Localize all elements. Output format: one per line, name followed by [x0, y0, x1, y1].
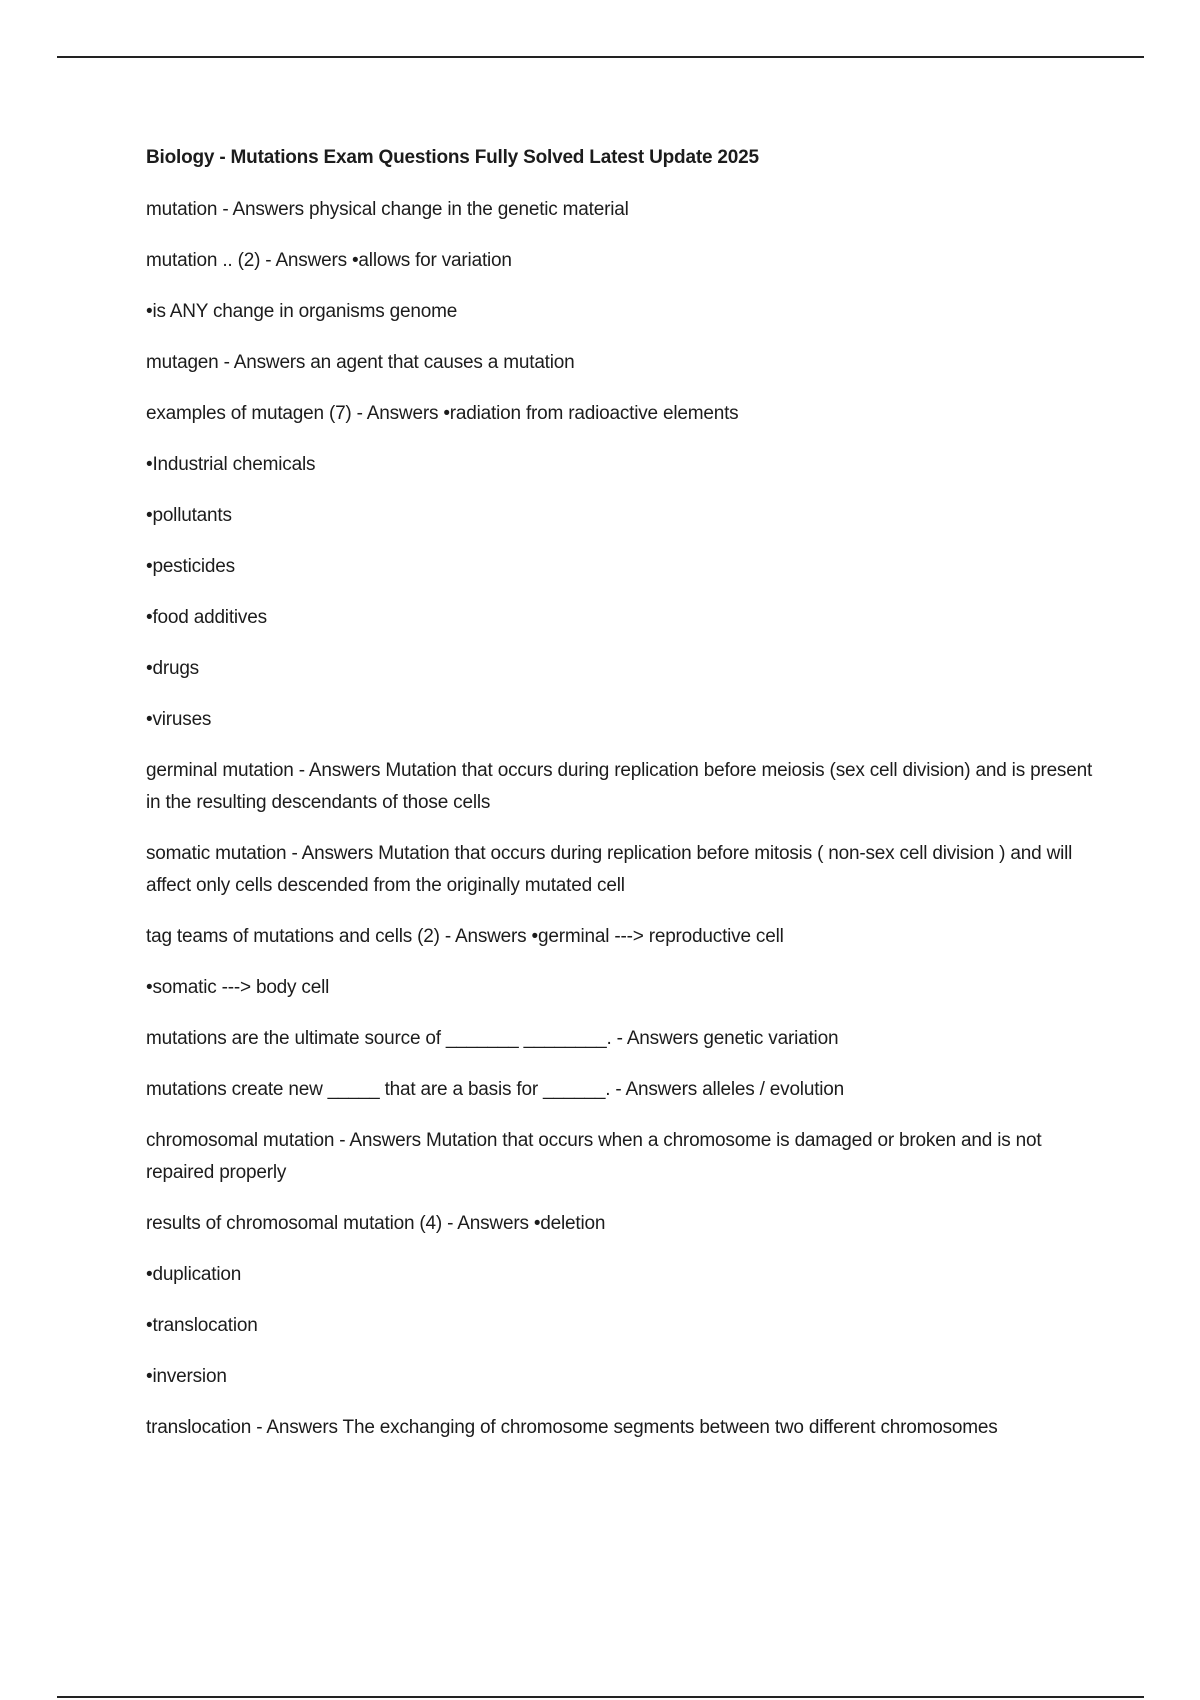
document-body	[146, 143, 1096, 1463]
qa-entry: mutagen - Answers an agent that causes a mutation	[146, 352, 575, 373]
qa-entry: germinal mutation - Answers Mutation that occurs during replication before meiosis (sex cell division) and is present in the resulting descendants of those cells	[146, 760, 1093, 813]
qa-entry: mutation .. (2) - Answers •allows for variation	[146, 250, 512, 271]
qa-entry: •food additives	[146, 607, 267, 628]
qa-entry: translocation - Answers The exchanging of chromosome segments between two different chromosomes	[146, 1417, 998, 1438]
qa-entry: mutations create new _____ that are a basis for ______. - Answers alleles / evolution	[146, 1079, 845, 1100]
qa-entry: results of chromosomal mutation (4) - Answers •deletion	[146, 1213, 606, 1234]
qa-entry: •somatic ---> body cell	[146, 977, 330, 998]
qa-entry: •duplication	[146, 1264, 242, 1285]
qa-entry: examples of mutagen (7) - Answers •radiation from radioactive elements	[146, 403, 739, 424]
qa-entry: •viruses	[146, 709, 212, 730]
qa-entry: •is ANY change in organisms genome	[146, 301, 458, 322]
qa-entry: •inversion	[146, 1366, 227, 1387]
qa-entry: mutation - Answers physical change in the genetic material	[146, 199, 629, 220]
qa-entry: •Industrial chemicals	[146, 454, 316, 475]
qa-entry: tag teams of mutations and cells (2) - Answers •germinal ---> reproductive cell	[146, 926, 784, 947]
qa-entry: mutations are the ultimate source of _______ ________. - Answers genetic variation	[146, 1028, 839, 1049]
footer-rule	[57, 1696, 1144, 1698]
qa-entry: chromosomal mutation - Answers Mutation that occurs when a chromosome is damaged or broken and is not repaired properly	[146, 1130, 1042, 1183]
qa-entry: •translocation	[146, 1315, 258, 1336]
qa-entry: somatic mutation - Answers Mutation that occurs during replication before mitosis ( non-sex cell division ) and will affect only cells descended from the originally mutated cell	[146, 843, 1073, 896]
header-rule	[57, 56, 1144, 58]
qa-entry: •pollutants	[146, 505, 232, 526]
qa-entry: •pesticides	[146, 556, 235, 577]
document-title: Biology - Mutations Exam Questions Fully Solved Latest Update 2025	[146, 147, 759, 168]
qa-entry: •drugs	[146, 658, 199, 679]
